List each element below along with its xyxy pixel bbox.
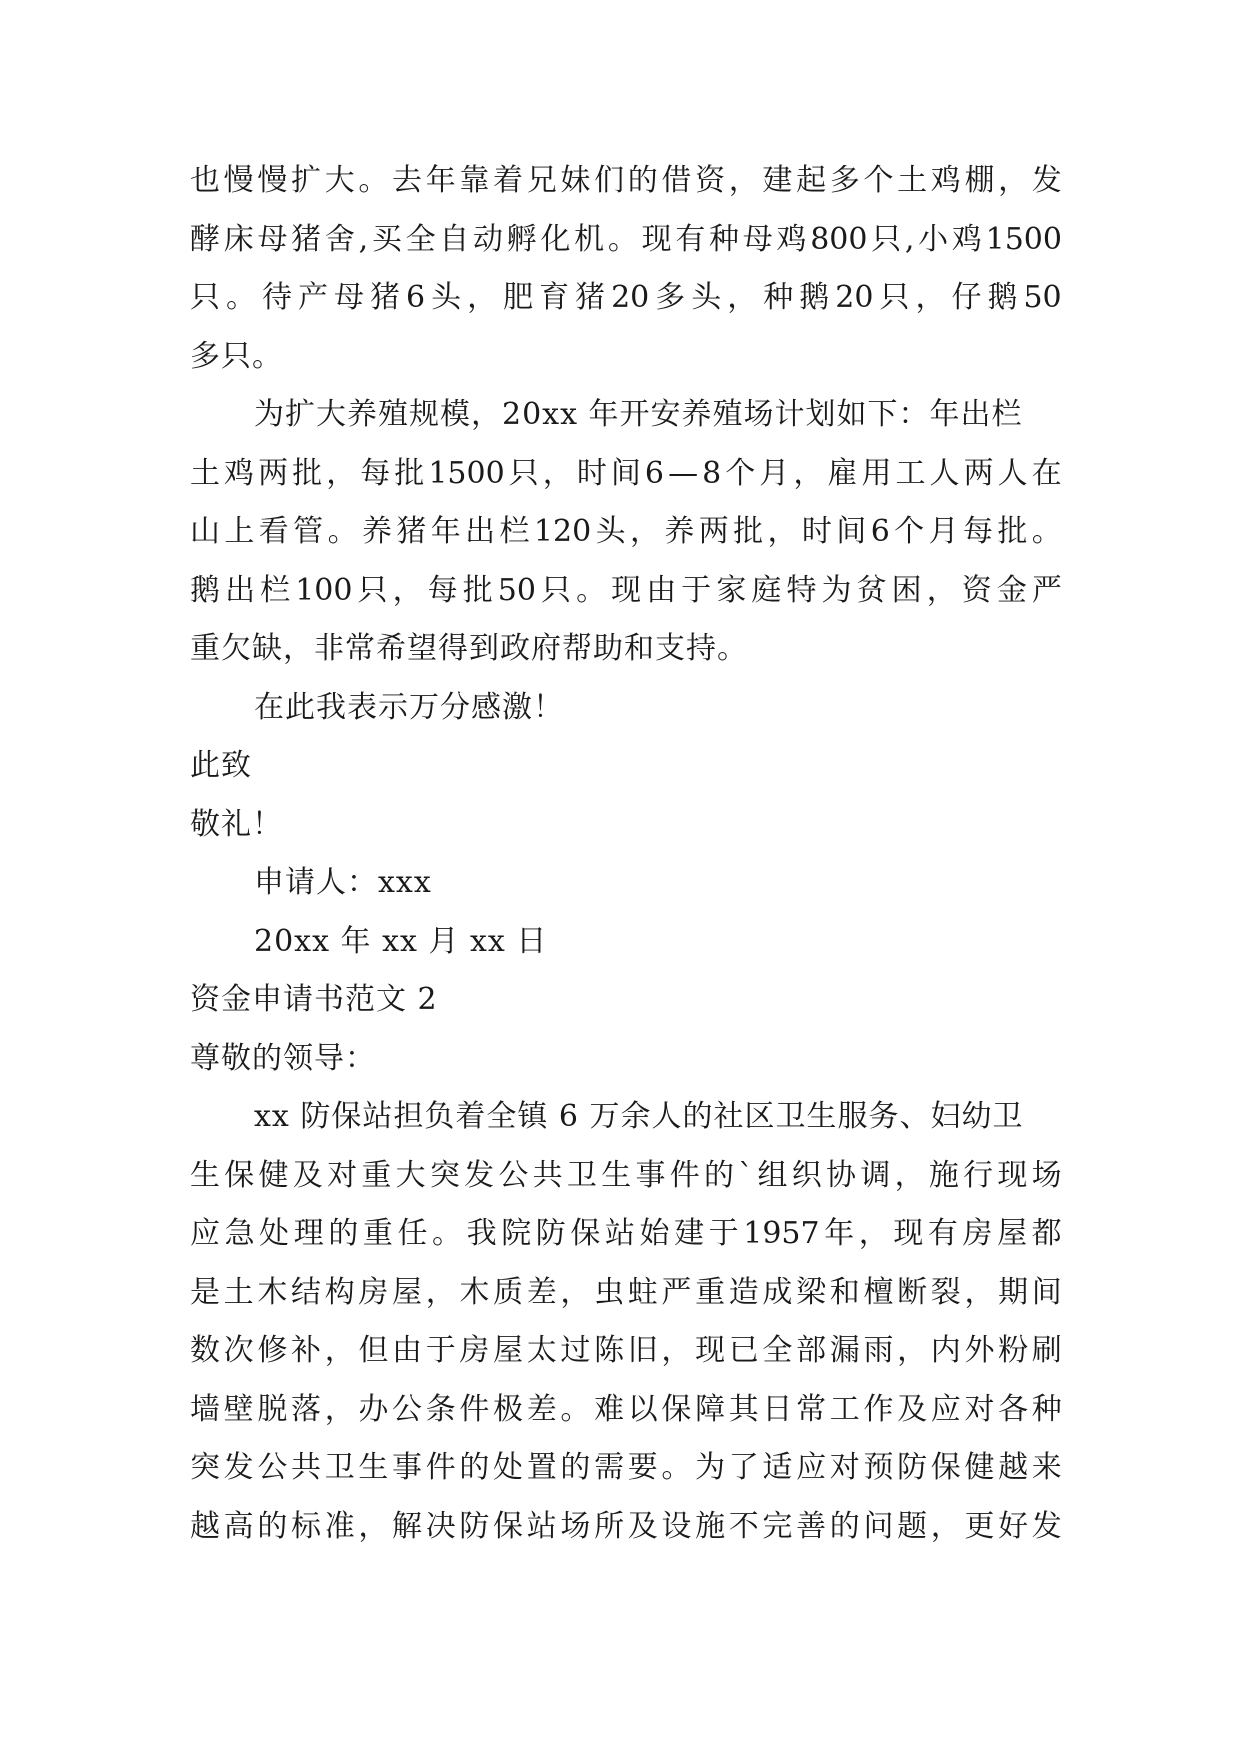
paragraph-line: 多只。	[190, 338, 283, 374]
paragraph-line: 重欠缺，非常希望得到政府帮助和支持。	[190, 631, 748, 666]
paragraph-line: 是 土 木 结 构 房 屋 ， 木 质 差 ， 虫 蛀 严 重 造 成 梁 和 檀 断 裂 ， 期 间	[190, 1274, 1062, 1310]
paragraph-line: 也 慢 慢 扩 大 。 去 年 靠 着 兄 妹 们 的 借 资 ， 建 起 多 个 土 鸡 棚 ， 发	[190, 163, 1062, 198]
paragraph-line: 突 发 公 共 卫 生 事 件 的 处 置 的 需 要 。 为 了 适 应 对 预 防 保 健 越 来	[190, 1450, 1062, 1485]
greeting: 尊敬的领导：	[190, 1040, 376, 1076]
paragraph-line: 数 次 修 补 ， 但 由 于 房 屋 太 过 陈 旧 ， 现 已 全 部 漏 雨 ， 内 外 粉 刷	[190, 1333, 1062, 1368]
paragraph-line: 墙 壁 脱 落 ， 办 公 条 件 极 差 。 难 以 保 障 其 日 常 工 作 及 应 对 各 种	[190, 1391, 1062, 1427]
document-page	[190, 152, 1062, 1556]
paragraph-line: 生 保 健 及 对 重 大 突 发 公 共 卫 生 事 件 的 ` 组 织 协 调 ， 施 行 现 场	[190, 1157, 1062, 1193]
closing-salutation: 此致	[190, 748, 252, 783]
section-title: 资金申请书范文 2	[190, 982, 438, 1017]
paragraph-line: 应 急 处 理 的 重 任 。 我 院 防 保 站 始 建 于 1957 年 ， 现 有 房 屋 都	[190, 1216, 1062, 1251]
paragraph-line: 为扩大养殖规模，20xx 年开安养殖场计划如下：年出栏	[254, 397, 1023, 432]
applicant-signature: 申请人：xxx	[254, 865, 432, 900]
closing-thanks: 在此我表示万分感激！	[254, 689, 564, 725]
paragraph-line: 鹅 出 栏 100 只 ， 每 批 50 只 。 现 由 于 家 庭 特 为 贫 困 ， 资 金 严	[190, 572, 1062, 608]
paragraph-line: 只 。 待 产 母 猪 6 头 ， 肥 育 猪 20 多 头 ， 种 鹅 20 只 ， 仔 鹅 50	[190, 280, 1062, 315]
paragraph-line: 山 上 看 管 。 养 猪 年 出 栏 120 头 ， 养 两 批 ， 时 间 6 个 月 每 批 。	[190, 514, 1062, 549]
paragraph-line: xx 防保站担负着全镇 6 万余人的社区卫生服务、妇幼卫	[254, 1099, 1024, 1134]
paragraph-line: 土 鸡 两 批 ， 每 批 1500 只 ， 时 间 6 — 8 个 月 ， 雇 用 工 人 两 人 在	[190, 455, 1062, 491]
signature-date: 20xx 年 xx 月 xx 日	[254, 923, 548, 959]
paragraph-line: 越 高 的 标 准 ， 解 决 防 保 站 场 所 及 设 施 不 完 善 的 问 题 ， 更 好 发	[190, 1508, 1062, 1544]
closing-regards: 敬礼！	[190, 806, 283, 842]
paragraph-line: 酵 床 母 猪 舍 , 买 全 自 动 孵 化 机 。 现 有 种 母 鸡 800 只 , 小 鸡 1500	[190, 221, 1062, 257]
